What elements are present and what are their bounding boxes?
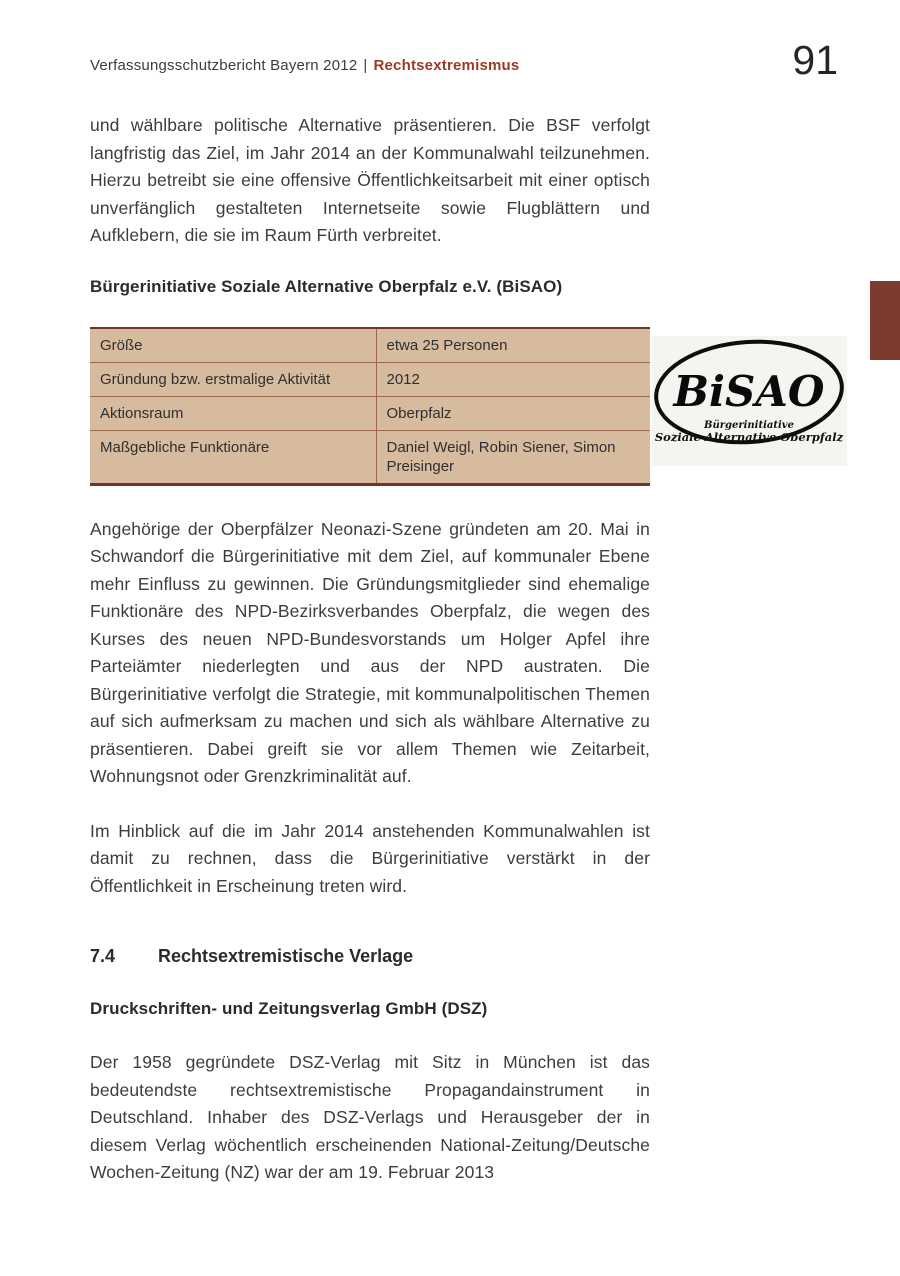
fact-value: etwa 25 Personen [376,328,650,363]
table-row [90,362,650,396]
table-row [90,396,650,430]
report-title: Verfassungsschutzbericht Bayern 2012 [90,57,358,74]
bisao-logo [652,336,847,466]
section-number: 7.4 [90,946,116,966]
paragraph-dsz: Der 1958 gegründete DSZ-Verlag mit Sitz in München ist das bedeutendste rechtsextremistische Propagandainstrument in Deutschland. Inhaber des DSZ-Verlags und Herausgeber der in diesem Verlag wöchentlich erscheinenden National-Zeitung/Deutsche Wochen-Zeitung (NZ) war der am 19. Februar 2013 [90,1052,650,1182]
content-column [90,112,650,1214]
fact-value: Oberpfalz [376,396,650,430]
fact-label: Maßgebliche Funktionäre [90,430,376,484]
breadcrumb-separator: | [363,57,368,74]
bisao-logo-graphic [652,336,847,466]
bisao-fact-table [90,327,650,486]
table-row [90,328,650,363]
fact-value: 2012 [376,362,650,396]
table-row [90,430,650,484]
fact-value: Daniel Weigl, Robin Siener, Simon Preisinger [386,438,616,475]
fact-label: Gründung bzw. erstmalige Aktivität [90,362,376,396]
logo-title: BiSAO [673,367,825,416]
paragraph-outlook: Im Hinblick auf die im Jahr 2014 anstehenden Kommunalwahlen ist damit zu rechnen, dass die Bürgerinitiative verstärkt in der Öffentlichkeit in Erscheinung treten wird. [90,820,650,896]
paragraph-founding: Angehörige der Oberpfälzer Neonazi-Szene gründeten am 20. Mai in Schwandorf die Bürgerinitiative mit dem Ziel, auf kommunaler Ebene mehr Einfluss zu gewinnen. Die Gründungsmitglieder sind ehemalige Funktionäre des NPD-Bezirksverbandes Oberpfalz, die wegen des Kurses des neuen NPD-Bundesvorstands um Holger Apfel ihre Parteiämter niederlegten und aus der NPD austraten. Die Bürgerinitiative verfolgt die Strategie, mit kommunalpolitischen Themen auf sich aufmerksam zu machen und sich als wählbare Alternative zu präsentieren. Dabei greift sie vor allem Themen wie Zeitarbeit, Wohnungsnot oder Grenzkriminalität auf. [90,518,650,786]
breadcrumb [90,57,519,74]
section-title: Rechtsextremistische Verlage [158,946,414,966]
chapter-edge-tab [870,281,900,360]
chapter-title: Rechtsextremismus [373,57,520,74]
fact-label: Aktionsraum [90,396,376,430]
heading-bisao: Bürgerinitiative Soziale Alternative Oberpfalz e.V. (BiSAO) [90,276,563,296]
heading-section-7-4 [90,946,650,967]
logo-subtitle-1: Bürgerinitiative [704,420,794,431]
paragraph-bsf: und wählbare politische Alternative präsentieren. Die BSF verfolgt langfristig das Ziel, im Jahr 2014 an der Kommunalwahl teilzunehmen. Hierzu betreibt sie eine offensive Öffentlichkeitsarbeit mit einer optisch unverfänglich gestalteten Internetseite sowie Flugblättern und Aufklebern, die sie im Raum Fürth verbreitet. [90,115,650,245]
logo-subtitle-2: Soziale Alternative Oberpfalz [654,430,844,444]
heading-dsz: Druckschriften- und Zeitungsverlag GmbH (DSZ) [90,999,488,1018]
fact-label: Größe [90,328,376,363]
page-number: 91 [792,37,838,83]
